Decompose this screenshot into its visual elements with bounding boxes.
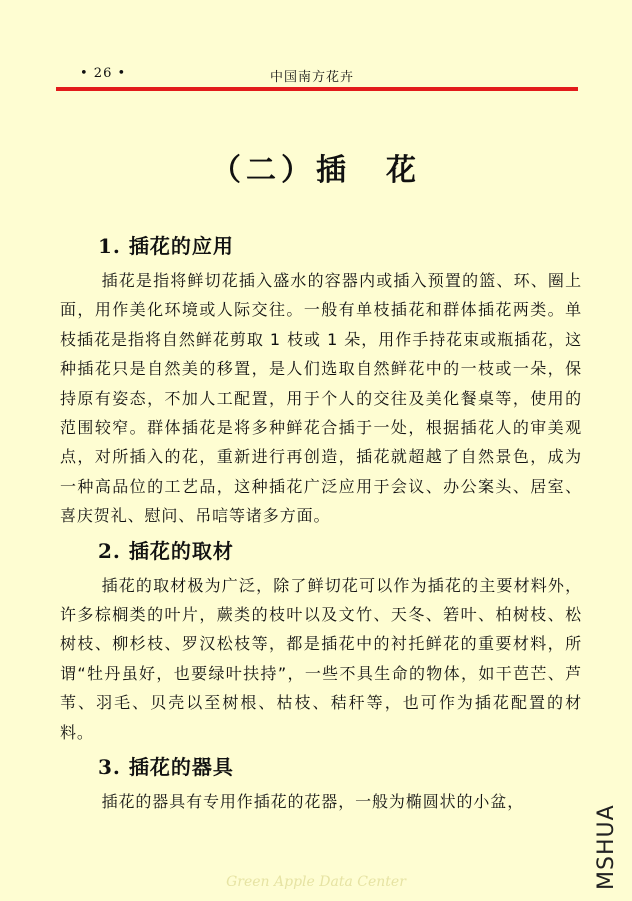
side-mark: MSHUA: [594, 804, 619, 890]
watermark-text: Green Apple Data Center: [226, 874, 406, 890]
running-title: 中国南方花卉: [270, 70, 355, 85]
subsection-heading-tools: 3. 插花的器具: [98, 755, 234, 780]
paragraph-materials: 插花的取材极为广泛，除了鲜切花可以作为插花的主要材料外，许多棕榈类的叶片，蕨类的枝叶以及文竹、天冬、箬叶、柏树枝、松树枝、柳杉枝、罗汉松枝等，都是插花中的衬托鲜花的重要材料，所谓“牡丹虽好，也要绿叶扶持”，一些不具生命的物体，如干芭芒、芦苇、羽毛、贝壳以至树根、枯枝、秸秆等，也可作为插花配置的材料。: [60, 575, 582, 742]
page-header: [56, 66, 578, 86]
header-rule: [56, 87, 578, 91]
paragraph-tools: 插花的器具有专用作插花的花器，一般为椭圆状的小盆，: [101, 792, 525, 812]
paragraph-application: 插花是指将鲜切花插入盛水的容器内或插入预置的篮、环、圈上面，用作美化环境或人际交往。一般有单枝插花和群体插花两类。单枝插花是指将自然鲜花剪取 1 枝或 1 朵，用作手持花束或瓶插花，这种插花只是自然美的移置，是人们选取自然鲜花中的一枝或一朵，保持原有姿态，不加人工配置，用于个人的交往及美化餐桌等，使用的范围较窄。群体插花是将多种鲜花合插于一处，根据插花人的审美观点，对所插入的花，重新进行再创造，插花就超越了自然景色，成为一种高品位的工艺品，这种插花广泛应用于会议、办公案头、居室、喜庆贺礼、慰问、吊唁等诸多方面。: [60, 271, 582, 526]
subsection-heading-materials: 2. 插花的取材: [98, 538, 234, 563]
subsection-heading-application: 1. 插花的应用: [98, 234, 234, 258]
section-title: （二）插 花: [211, 153, 421, 188]
page-number: • 26 •: [80, 66, 127, 81]
body-content: [60, 226, 582, 817]
